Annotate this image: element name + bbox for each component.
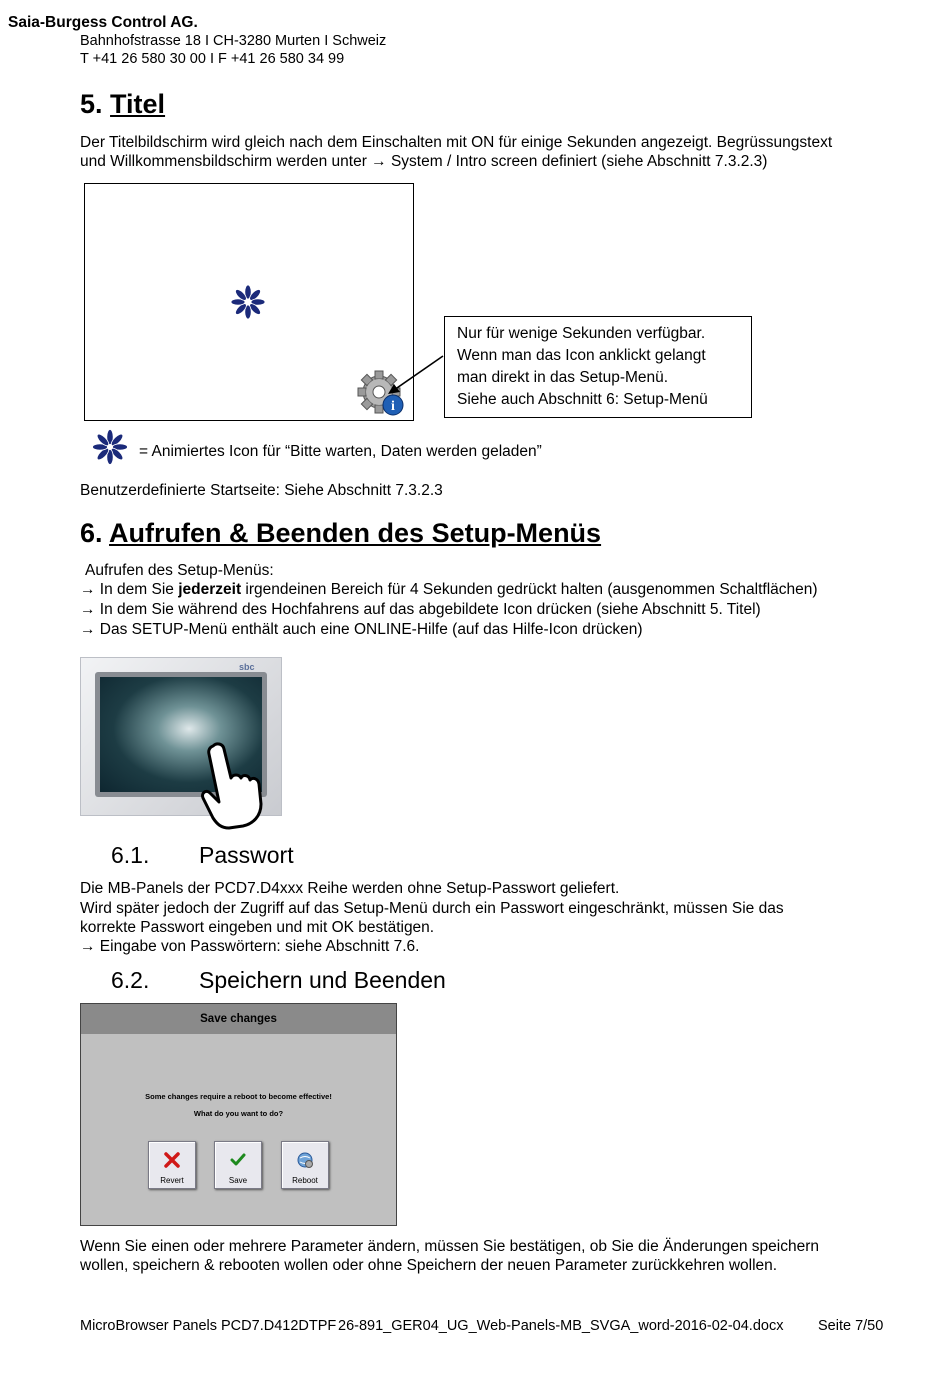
section-5-para-line2: und Willkommensbildschirm werden unter → System / Intro screen definiert (siehe Abschnitt 7.3.2.3) <box>80 153 768 170</box>
section-5-heading: 5. Titel <box>80 89 166 119</box>
save-button[interactable] <box>214 1141 262 1189</box>
footer-page: Seite 7/50 <box>818 1318 884 1334</box>
red-x-icon <box>164 1152 180 1168</box>
dialog-question: What do you want to do? <box>193 1109 284 1118</box>
callout-arrow <box>380 350 450 400</box>
section-6-intro: Aufrufen des Setup-Menüs: <box>85 562 274 579</box>
callout-line: man direkt in das Setup-Menü. <box>457 369 669 386</box>
section-6-heading: 6. Aufrufen & Beenden des Setup-Menüs <box>80 518 602 548</box>
svg-text:i: i <box>391 399 395 414</box>
footer-product: MicroBrowser Panels PCD7.D412DTPF <box>80 1318 337 1334</box>
revert-label: Revert <box>160 1176 184 1185</box>
section-6-1-line2: Wird später jedoch der Zugriff auf das Setup-Menü durch ein Passwort eingeschränkt, müssen Sie das <box>80 900 784 917</box>
reboot-label: Reboot <box>292 1176 318 1185</box>
save-changes-dialog <box>80 1003 397 1226</box>
section-6-2-text1: Wenn Sie einen oder mehrere Parameter ändern, müssen Sie bestätigen, ob Sie die Änderungen speichern <box>80 1238 820 1255</box>
section-5-para-line1: Der Titelbildschirm wird gleich nach dem Einschalten mit ON für einige Sekunden angezeigt. Begrüssungstext <box>80 134 833 151</box>
section-6-2-title: Speichern und Beenden <box>199 967 446 993</box>
section-6-1-number: 6.1. <box>111 842 150 868</box>
section-6-1-line3: korrekte Passwort eingeben und mit OK bestätigen. <box>80 919 435 936</box>
footer-file: 26-891_GER04_UG_Web-Panels-MB_SVGA_word-2016-02-04.docx <box>338 1318 784 1334</box>
spinner-legend-text: = Animiertes Icon für “Bitte warten, Daten werden geladen” <box>139 443 542 460</box>
section-6-1-title: Passwort <box>199 842 294 868</box>
section-6-1-line1: Die MB-Panels der PCD7.D4xxx Reihe werden ohne Setup-Passwort geliefert. <box>80 880 620 897</box>
dialog-title: Save changes <box>81 1004 396 1034</box>
callout-line: Nur für wenige Sekunden verfügbar. <box>457 325 706 342</box>
section-6-2-text2: wollen, speichern & rebooten wollen oder ohne Speichern der neuen Parameter zurückkehren wollen. <box>80 1257 778 1274</box>
revert-button[interactable] <box>148 1141 196 1189</box>
company-address: Bahnhofstrasse 18 I CH-3280 Murten I Schweiz <box>80 33 387 49</box>
dialog-message: Some changes require a reboot to become effective! <box>145 1092 332 1101</box>
info-callout <box>444 316 752 418</box>
reboot-button[interactable] <box>281 1141 329 1189</box>
section-6-item-3: → Das SETUP-Menü enthält auch eine ONLINE-Hilfe (auf das Hilfe-Icon drücken) <box>80 621 643 638</box>
section-6-2-number: 6.2. <box>111 967 150 993</box>
title-screen-mockup <box>84 183 414 421</box>
loading-spinner-icon <box>231 284 265 320</box>
reboot-globe-icon <box>296 1151 314 1169</box>
startpage-note: Benutzerdefinierte Startseite: Siehe Abschnitt 7.3.2.3 <box>80 482 443 499</box>
company-contact: T +41 26 580 30 00 I F +41 26 580 34 99 <box>80 51 345 67</box>
company-name: Saia-Burgess Control AG. <box>8 14 198 31</box>
loading-spinner-icon <box>93 428 127 466</box>
callout-line: Wenn man das Icon anklickt gelangt <box>457 347 706 364</box>
section-6-1-line4: → Eingabe von Passwörtern: siehe Abschnitt 7.6. <box>80 938 420 955</box>
pointing-hand-icon <box>199 740 265 830</box>
section-6-item-1: → In dem Sie jederzeit irgendeinen Bereich für 4 Sekunden gedrückt halten (ausgenommen Schaltflächen) <box>80 581 818 598</box>
save-label: Save <box>228 1176 248 1185</box>
section-6-item-2: → In dem Sie während des Hochfahrens auf das abgebildete Icon drücken (siehe Abschnitt 5. Titel) <box>80 601 761 618</box>
panel-logo: sbc <box>239 662 255 672</box>
panel-device-image <box>80 657 282 816</box>
callout-line: Siehe auch Abschnitt 6: Setup-Menü <box>457 391 708 408</box>
green-check-icon <box>230 1152 246 1168</box>
